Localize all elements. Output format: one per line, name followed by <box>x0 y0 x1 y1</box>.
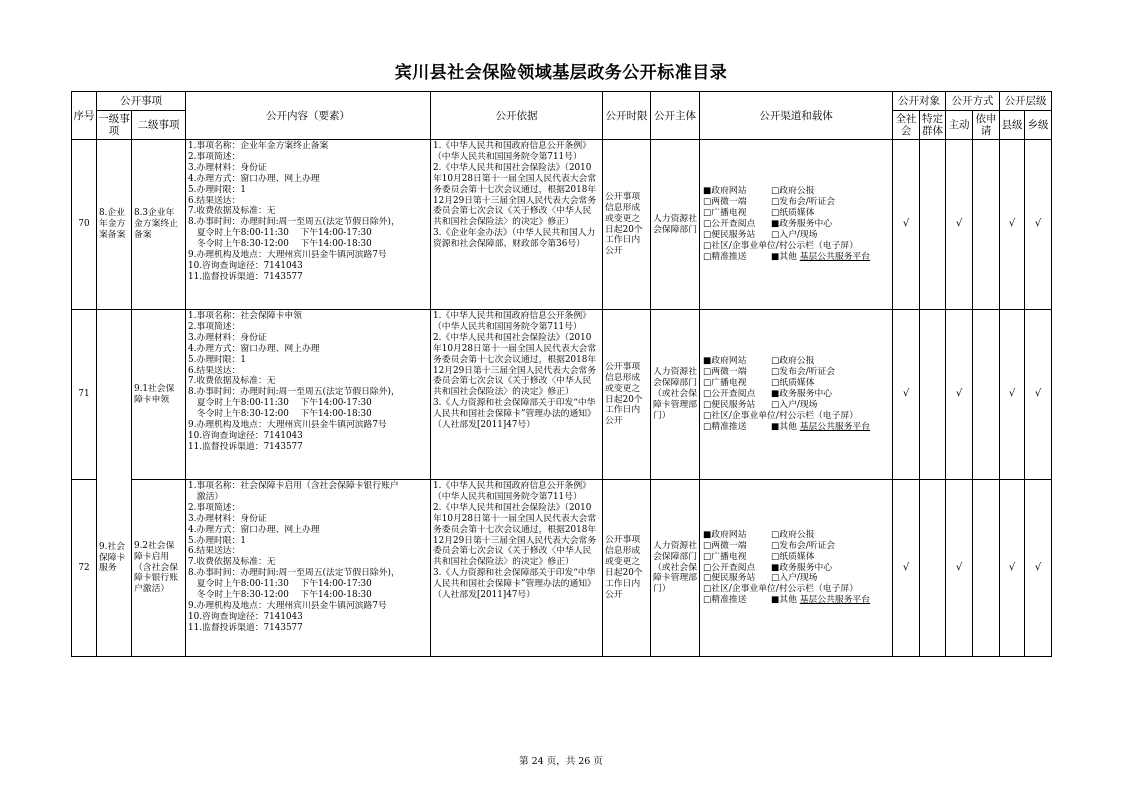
method-apply-mark <box>973 310 1000 480</box>
header-channels: 公开渠道和载体 <box>700 92 893 140</box>
table-row <box>72 480 1052 657</box>
target-all-mark: √ <box>893 310 920 480</box>
subject-cell: 人力资源社会保障部门（或社会保障卡管理部门） <box>651 310 700 480</box>
content-line: 11.监督投诉渠道：7143577 <box>188 271 303 282</box>
document-title: 宾川县社会保险领域基层政务公开标准目录 <box>394 63 728 83</box>
time-cell: 公开事项信息形成或变更之日起20个工作日内公开 <box>603 140 651 310</box>
channel-other-text: 基层公共服务平台 <box>799 595 871 606</box>
content-line: 夏令时上午8:00-11:30 下午14:00-17:30 <box>188 398 372 409</box>
channel-item: □便民服务站 <box>703 229 756 240</box>
header-items-group: 公开事项 <box>97 92 186 111</box>
basis-item: 2.《中华人民共和国社会保险法》（2010年10月28日第十一届全国人民代表大会常务委员会第十七次会议通过，根据2018年12月29日第十三届全国人民代表大会常务委员会第七次会议《关于修改〈中华人民共和国社会保险法〉的决定》修正） <box>433 162 597 228</box>
channel-item: ■政府网站 <box>703 356 747 367</box>
content-line: 9.办理机构及地点：大理州宾川县金牛镇河滨路7号 <box>188 600 387 611</box>
method-apply-mark <box>973 140 1000 310</box>
content-line: 6.结果送达： <box>188 546 241 557</box>
channel-item: □发布会/听证会 <box>771 367 836 378</box>
channel-item: □纸质媒体 <box>771 208 815 219</box>
content-line: 夏令时上午8:00-11:30 下午14:00-17:30 <box>188 228 372 239</box>
header-target-group: 公开对象 <box>893 92 946 111</box>
channel-other-text: 基层公共服务平台 <box>799 251 871 262</box>
channel-other-box: ■其他 <box>771 251 797 262</box>
content-line: 1.事项名称：社会保障卡启用（含社会保障卡银行账户 <box>188 481 399 491</box>
level-town-mark: √ <box>1025 480 1052 657</box>
content-cell <box>186 140 431 310</box>
target-all-mark: √ <box>893 480 920 657</box>
content-line: 2.事项简述： <box>188 151 241 162</box>
header-subject: 公开主体 <box>651 92 700 140</box>
channel-item: □两微一端 <box>703 197 747 208</box>
channel-item: □政府公报 <box>771 529 815 540</box>
method-active-mark: √ <box>946 310 973 480</box>
subject-cell: 人力资源社会保障部门 <box>651 140 700 310</box>
channel-item: □政府公报 <box>771 186 815 197</box>
content-line: 冬令时上午8:30-12:00 下午14:00-18:30 <box>188 590 372 601</box>
content-line: 冬令时上午8:30-12:00 下午14:00-18:30 <box>188 239 372 250</box>
header-time: 公开时限 <box>603 92 651 140</box>
seq-cell: 72 <box>72 480 97 657</box>
content-line: 激活） <box>188 491 224 502</box>
content-line: 4.办理方式：窗口办理、网上办理 <box>188 173 320 184</box>
channel-item: □两微一端 <box>703 540 747 551</box>
channel-item: □便民服务站 <box>703 573 756 584</box>
channel-item: □广播电视 <box>703 378 747 389</box>
channel-item: ■政务服务中心 <box>771 389 833 400</box>
header-method-apply: 依申请 <box>973 111 1000 140</box>
content-line: 10.咨询查询途径：7141043 <box>188 430 303 441</box>
content-line: 10.咨询查询途径：7141043 <box>188 260 303 271</box>
channel-item-other <box>771 595 892 606</box>
header-level2: 二级事项 <box>132 111 186 140</box>
content-line: 夏令时上午8:00-11:30 下午14:00-17:30 <box>188 579 372 590</box>
level-county-mark: √ <box>1000 310 1025 480</box>
channel-item: □精准推送 <box>703 595 747 606</box>
time-cell: 公开事项信息形成或变更之日起20个工作日内公开 <box>603 310 651 480</box>
channel-item: □两微一端 <box>703 367 747 378</box>
basis-cell <box>431 480 603 657</box>
level2-cell: 9.2社会保障卡启用（含社会保障卡银行账户激活） <box>132 480 186 657</box>
content-line: 1.事项名称：社会保障卡申领 <box>188 311 302 321</box>
method-active-mark: √ <box>946 480 973 657</box>
basis-item: 2.《中华人民共和国社会保险法》（2010年10月28日第十一届全国人民代表大会常务委员会第十七次会议通过，根据2018年12月29日第十三届全国人民代表大会常务委员会第七次会议《关于修改〈中华人民共和国社会保险法〉的决定》修正） <box>433 502 597 568</box>
content-cell <box>186 310 431 480</box>
content-line: 5.办理时限：1 <box>188 184 246 195</box>
channel-item: □公开查阅点 <box>703 219 756 230</box>
content-line: 3.办理材料：身份证 <box>188 162 267 173</box>
content-line: 8.办事时间：办理时间:周一至周五(法定节假日除外)， <box>188 217 400 228</box>
channel-item: □发布会/听证会 <box>771 197 836 208</box>
channel-item: □精准推送 <box>703 421 747 432</box>
content-line: 8.办事时间：办理时间:周一至周五(法定节假日除外)， <box>188 387 400 398</box>
channel-item: □广播电视 <box>703 208 747 219</box>
content-line: 5.办理时限：1 <box>188 354 246 365</box>
table-header <box>72 92 1052 140</box>
target-specific-mark <box>920 140 946 310</box>
channel-item: □入户/现场 <box>771 229 818 240</box>
header-level-town: 乡级 <box>1025 111 1052 140</box>
level2-cell: 9.1社会保障卡申领 <box>132 310 186 480</box>
content-line: 1.事项名称：企业年金方案终止备案 <box>188 141 329 151</box>
channels-cell <box>700 480 893 657</box>
basis-item: 3.《人力资源和社会保障部关于印发“中华人民共和国社会保障卡”管理办法的通知》（人社部发[2011]47号） <box>433 398 596 431</box>
channel-item: □公开查阅点 <box>703 389 756 400</box>
channel-item: □入户/现场 <box>771 399 818 410</box>
basis-item: 1.《中华人民共和国政府信息公开条例》（中华人民共和国国务院令第711号） <box>433 481 591 502</box>
disclosure-table <box>71 91 1052 657</box>
level-county-mark: √ <box>1000 140 1025 310</box>
level-town-mark: √ <box>1025 310 1052 480</box>
content-line: 2.事项简述： <box>188 321 241 332</box>
channels-cell <box>700 140 893 310</box>
channel-item: □社区/企事业单位/村公示栏（电子屏） <box>703 584 858 595</box>
content-line: 10.咨询查询途径：7141043 <box>188 611 303 622</box>
content-line: 2.事项简述： <box>188 502 241 513</box>
table-body <box>72 140 1052 657</box>
content-line: 5.办理时限：1 <box>188 535 246 546</box>
channel-item: ■政府网站 <box>703 186 747 197</box>
content-line: 4.办理方式：窗口办理、网上办理 <box>188 524 320 535</box>
method-apply-mark <box>973 480 1000 657</box>
content-line: 3.办理材料：身份证 <box>188 332 267 343</box>
channel-item-other <box>771 422 892 433</box>
content-line: 11.监督投诉渠道：7143577 <box>188 622 303 633</box>
table-row <box>72 140 1052 310</box>
target-specific-mark <box>920 480 946 657</box>
basis-item: 3.《企业年金办法》（中华人民共和国人力资源和社会保障部、财政部令第36号） <box>433 228 596 250</box>
content-line: 7.收费依据及标准：无 <box>188 206 276 217</box>
channel-item: □公开查阅点 <box>703 562 756 573</box>
channel-item: □纸质媒体 <box>771 551 815 562</box>
channel-other-box: ■其他 <box>771 595 797 606</box>
header-level-county: 县级 <box>1000 111 1025 140</box>
channel-list <box>700 186 892 262</box>
channel-item: ■政务服务中心 <box>771 562 833 573</box>
basis-cell <box>431 310 603 480</box>
level-county-mark: √ <box>1000 480 1025 657</box>
basis-cell <box>431 140 603 310</box>
header-target-specific: 特定群体 <box>920 111 946 140</box>
subject-cell: 人力资源社会保障部门（或社会保障卡管理部门） <box>651 480 700 657</box>
content-line: 9.办理机构及地点：大理州宾川县金牛镇河滨路7号 <box>188 250 387 261</box>
seq-cell: 70 <box>72 140 97 310</box>
header-content: 公开内容（要素） <box>186 92 431 140</box>
content-line: 7.收费依据及标准：无 <box>188 557 276 568</box>
header-basis: 公开依据 <box>431 92 603 140</box>
seq-cell: 71 <box>72 310 97 480</box>
content-line: 9.办理机构及地点：大理州宾川县金牛镇河滨路7号 <box>188 420 387 431</box>
channel-item: □入户/现场 <box>771 573 818 584</box>
content-line: 11.监督投诉渠道：7143577 <box>188 441 303 452</box>
basis-item: 1.《中华人民共和国政府信息公开条例》（中华人民共和国国务院令第711号） <box>433 141 591 162</box>
content-line: 6.结果送达： <box>188 365 241 376</box>
level2-cell: 8.3企业年金方案终止备案 <box>132 140 186 310</box>
level1-cell: 9.社会保障卡服务 <box>97 310 132 657</box>
channels-cell <box>700 310 893 480</box>
basis-item: 3.《人力资源和社会保障部关于印发“中华人民共和国社会保障卡”管理办法的通知》（人社部发[2011]47号） <box>433 568 596 601</box>
header-level1: 一级事项 <box>97 111 132 140</box>
time-cell: 公开事项信息形成或变更之日起20个工作日内公开 <box>603 480 651 657</box>
content-cell <box>186 480 431 657</box>
channel-list <box>700 356 892 432</box>
target-specific-mark <box>920 310 946 480</box>
page-footer: 第 24 页，共 26 页 <box>519 756 603 767</box>
content-line: 7.收费依据及标准：无 <box>188 376 276 387</box>
channel-item: ■政府网站 <box>703 529 747 540</box>
content-line: 4.办理方式：窗口办理、网上办理 <box>188 343 320 354</box>
channel-other-box: ■其他 <box>771 421 797 432</box>
content-line: 3.办理材料：身份证 <box>188 513 267 524</box>
content-line: 冬令时上午8:30-12:00 下午14:00-18:30 <box>188 409 372 420</box>
channel-item: □精准推送 <box>703 251 747 262</box>
channel-item-other <box>771 252 892 263</box>
channel-item: □政府公报 <box>771 356 815 367</box>
basis-item: 2.《中华人民共和国社会保险法》（2010年10月28日第十一届全国人民代表大会常务委员会第十七次会议通过，根据2018年12月29日第十三届全国人民代表大会常务委员会第七次会议《关于修改〈中华人民共和国社会保险法〉的决定》修正） <box>433 332 597 398</box>
level1-cell: 8.企业年金方案备案 <box>97 140 132 310</box>
header-level-group: 公开层级 <box>1000 92 1052 111</box>
channel-item: □广播电视 <box>703 551 747 562</box>
header-seq: 序号 <box>72 92 97 140</box>
table-row <box>72 310 1052 480</box>
header-target-all: 全社会 <box>893 111 920 140</box>
channel-item: ■政务服务中心 <box>771 219 833 230</box>
basis-item: 1.《中华人民共和国政府信息公开条例》（中华人民共和国国务院令第711号） <box>433 311 591 332</box>
header-method-group: 公开方式 <box>946 92 1000 111</box>
level-town-mark: √ <box>1025 140 1052 310</box>
channel-item: □纸质媒体 <box>771 378 815 389</box>
method-active-mark: √ <box>946 140 973 310</box>
channel-list <box>700 530 892 606</box>
header-method-active: 主动 <box>946 111 973 140</box>
channel-item: □便民服务站 <box>703 399 756 410</box>
content-line: 6.结果送达： <box>188 195 241 206</box>
channel-item: □社区/企事业单位/村公示栏（电子屏） <box>703 410 858 421</box>
channel-other-text: 基层公共服务平台 <box>799 421 871 432</box>
channel-item: □发布会/听证会 <box>771 540 836 551</box>
target-all-mark: √ <box>893 140 920 310</box>
content-line: 8.办事时间：办理时间:周一至周五(法定节假日除外)， <box>188 568 400 579</box>
channel-item: □社区/企事业单位/村公示栏（电子屏） <box>703 240 858 251</box>
